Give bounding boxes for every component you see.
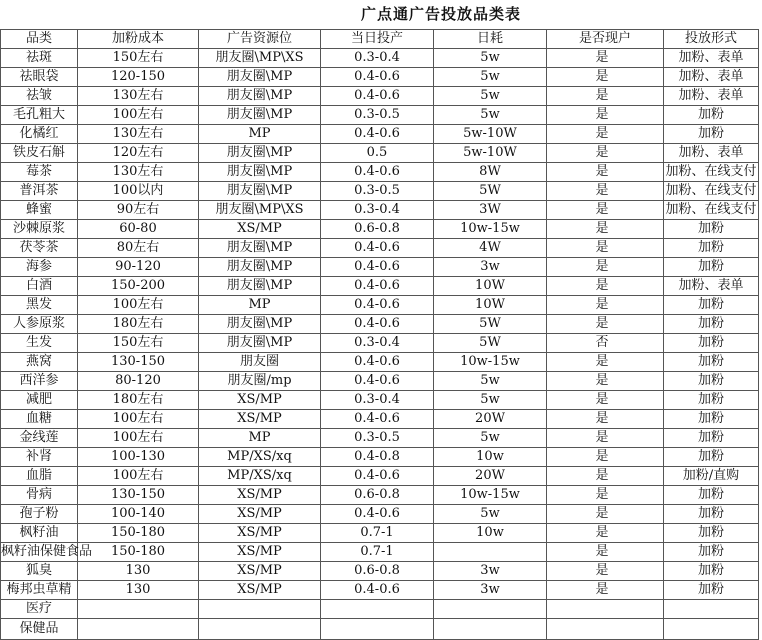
table-cell: 130-150 xyxy=(78,486,199,505)
table-cell: 朋友圈\MP xyxy=(199,106,321,125)
table-row xyxy=(1,486,759,505)
table-cell: 加粉、在线支付 xyxy=(664,163,759,182)
table-row xyxy=(1,448,759,467)
table-cell: 是 xyxy=(547,562,664,581)
table-cell: 3W xyxy=(434,201,547,220)
table-row xyxy=(1,296,759,315)
table-cell: MP xyxy=(199,429,321,448)
table-cell: 是 xyxy=(547,182,664,201)
table-cell: 狐臭 xyxy=(1,562,78,581)
table-cell: 是 xyxy=(547,315,664,334)
table-cell: 加粉/直购 xyxy=(664,467,759,486)
table-cell: 0.6-0.8 xyxy=(321,220,434,239)
table-cell: MP xyxy=(199,125,321,144)
table-cell: 0.6-0.8 xyxy=(321,486,434,505)
table-cell xyxy=(78,619,199,640)
table-row xyxy=(1,334,759,353)
table-cell: XS/MP xyxy=(199,391,321,410)
table-cell: 100左右 xyxy=(78,467,199,486)
column-header: 当日投产 xyxy=(321,30,434,49)
table-row xyxy=(1,49,759,68)
table-cell: XS/MP xyxy=(199,410,321,429)
table-cell: 铁皮石斛 xyxy=(1,144,78,163)
table-cell: 是 xyxy=(547,543,664,562)
table-cell: XS/MP xyxy=(199,562,321,581)
table-cell: 5w xyxy=(434,391,547,410)
table-cell: 是 xyxy=(547,125,664,144)
table-cell: 是 xyxy=(547,486,664,505)
table-cell: 5w xyxy=(434,68,547,87)
table-row xyxy=(1,505,759,524)
table-cell: 加粉、在线支付 xyxy=(664,182,759,201)
table-cell: 10w xyxy=(434,524,547,543)
table-cell: 枫籽油保健食品 xyxy=(1,543,78,562)
column-header: 加粉成本 xyxy=(78,30,199,49)
table-cell: 0.3-0.4 xyxy=(321,201,434,220)
table-cell: 0.4-0.6 xyxy=(321,315,434,334)
table-cell: 10w-15w xyxy=(434,220,547,239)
table-cell: 90左右 xyxy=(78,201,199,220)
table-cell: 加粉、表单 xyxy=(664,277,759,296)
table-cell: 朋友圈\MP xyxy=(199,334,321,353)
table-cell: 莓茶 xyxy=(1,163,78,182)
table-cell: 0.4-0.6 xyxy=(321,372,434,391)
table-cell: 0.4-0.6 xyxy=(321,239,434,258)
table-cell: 加粉 xyxy=(664,505,759,524)
page-title: 广点通广告投放品类表 xyxy=(360,5,521,23)
table-cell: 朋友圈\MP\XS xyxy=(199,201,321,220)
table-cell: 补肾 xyxy=(1,448,78,467)
table-cell: 医疗 xyxy=(1,600,78,619)
table-row xyxy=(1,524,759,543)
table-row xyxy=(1,144,759,163)
table-cell: 加粉 xyxy=(664,391,759,410)
table-cell: 0.3-0.4 xyxy=(321,334,434,353)
table-cell: 3w xyxy=(434,562,547,581)
table-cell: 是 xyxy=(547,239,664,258)
table-cell: 120-150 xyxy=(78,68,199,87)
table-cell: 加粉 xyxy=(664,125,759,144)
table-cell: 是 xyxy=(547,296,664,315)
table-cell: 加粉 xyxy=(664,334,759,353)
table-cell: 蜂蜜 xyxy=(1,201,78,220)
header-row xyxy=(1,30,759,49)
table-cell: 10w-15w xyxy=(434,353,547,372)
table-row xyxy=(1,467,759,486)
table-cell: 0.4-0.6 xyxy=(321,277,434,296)
table-cell: 10w-15w xyxy=(434,486,547,505)
table-cell: 0.3-0.5 xyxy=(321,106,434,125)
table-cell: 加粉、表单 xyxy=(664,144,759,163)
table-cell: 是 xyxy=(547,106,664,125)
table-cell: 加粉 xyxy=(664,258,759,277)
table-cell xyxy=(547,619,664,640)
table-cell xyxy=(664,619,759,640)
table-cell: 10W xyxy=(434,296,547,315)
table-cell: 人参原浆 xyxy=(1,315,78,334)
table-cell: 0.5 xyxy=(321,144,434,163)
table-cell: 20W xyxy=(434,467,547,486)
table-cell: 5w xyxy=(434,49,547,68)
table-cell: 8W xyxy=(434,163,547,182)
table-cell: 是 xyxy=(547,410,664,429)
table-cell: 保健品 xyxy=(1,619,78,640)
table-cell: 西洋参 xyxy=(1,372,78,391)
table-cell: 0.7-1 xyxy=(321,543,434,562)
table-cell: 130左右 xyxy=(78,163,199,182)
table-cell: 5w xyxy=(434,505,547,524)
table-cell xyxy=(199,619,321,640)
column-header: 广告资源位 xyxy=(199,30,321,49)
table-cell: 加粉 xyxy=(664,315,759,334)
table-cell xyxy=(434,543,547,562)
table-cell: 是 xyxy=(547,353,664,372)
table-cell: 150-180 xyxy=(78,524,199,543)
table-cell: 130 xyxy=(78,562,199,581)
table-cell: 孢子粉 xyxy=(1,505,78,524)
table-cell: 0.4-0.6 xyxy=(321,296,434,315)
table-cell: 生发 xyxy=(1,334,78,353)
table-row xyxy=(1,220,759,239)
table-cell: 是 xyxy=(547,372,664,391)
table-cell: 是 xyxy=(547,467,664,486)
table-cell: 茯苓茶 xyxy=(1,239,78,258)
table-cell: 0.4-0.6 xyxy=(321,258,434,277)
table-cell: 10w xyxy=(434,448,547,467)
table-cell: 80左右 xyxy=(78,239,199,258)
table-cell: 90-120 xyxy=(78,258,199,277)
table-cell xyxy=(547,600,664,619)
table-cell: 祛眼袋 xyxy=(1,68,78,87)
table-cell: 是 xyxy=(547,524,664,543)
table-row xyxy=(1,410,759,429)
table-cell: 毛孔粗大 xyxy=(1,106,78,125)
table-cell: 0.3-0.4 xyxy=(321,391,434,410)
table-cell: 130 xyxy=(78,581,199,600)
table-cell: 加粉、表单 xyxy=(664,87,759,106)
table-cell: MP xyxy=(199,296,321,315)
table-row xyxy=(1,600,759,619)
table-cell: 5w xyxy=(434,429,547,448)
table-cell: 0.4-0.6 xyxy=(321,505,434,524)
table-cell: 朋友圈\MP xyxy=(199,315,321,334)
table-cell: 0.4-0.6 xyxy=(321,353,434,372)
table-body xyxy=(1,49,759,640)
table-cell: 加粉 xyxy=(664,410,759,429)
table-cell: 加粉 xyxy=(664,543,759,562)
table-row xyxy=(1,619,759,640)
table-cell: 5w xyxy=(434,87,547,106)
table-cell: XS/MP xyxy=(199,220,321,239)
table-cell: 是 xyxy=(547,163,664,182)
table-row xyxy=(1,68,759,87)
table-cell: 加粉 xyxy=(664,581,759,600)
table-cell: 减肥 xyxy=(1,391,78,410)
table-cell: 加粉 xyxy=(664,296,759,315)
table-row xyxy=(1,562,759,581)
table-cell: 朋友圈\MP xyxy=(199,277,321,296)
table-cell: 5W xyxy=(434,315,547,334)
table-cell: 130-150 xyxy=(78,353,199,372)
table-cell xyxy=(199,600,321,619)
table-cell: 3w xyxy=(434,581,547,600)
table-cell: 0.7-1 xyxy=(321,524,434,543)
table-cell: 是 xyxy=(547,429,664,448)
table-cell: 海参 xyxy=(1,258,78,277)
table-cell: XS/MP xyxy=(199,543,321,562)
column-header: 投放形式 xyxy=(664,30,759,49)
table-cell: 4W xyxy=(434,239,547,258)
table-cell: 祛斑 xyxy=(1,49,78,68)
table-cell: 白酒 xyxy=(1,277,78,296)
table-cell: 加粉 xyxy=(664,448,759,467)
table-cell: 朋友圈\MP xyxy=(199,258,321,277)
table-cell: XS/MP xyxy=(199,524,321,543)
table-cell: 加粉 xyxy=(664,353,759,372)
table-row xyxy=(1,277,759,296)
table-row xyxy=(1,106,759,125)
table-row xyxy=(1,87,759,106)
table-cell: 骨病 xyxy=(1,486,78,505)
table-cell: 5w-10W xyxy=(434,144,547,163)
table-cell: 150-200 xyxy=(78,277,199,296)
table-row xyxy=(1,182,759,201)
table-cell: 是 xyxy=(547,220,664,239)
table-cell xyxy=(434,600,547,619)
table-cell: 0.4-0.6 xyxy=(321,410,434,429)
table-row xyxy=(1,372,759,391)
table-row xyxy=(1,163,759,182)
table-cell: 150左右 xyxy=(78,334,199,353)
table-cell: 80-120 xyxy=(78,372,199,391)
table-cell: 是 xyxy=(547,258,664,277)
table-cell: XS/MP xyxy=(199,505,321,524)
table-cell: 加粉 xyxy=(664,220,759,239)
table-cell: 是 xyxy=(547,277,664,296)
table-cell: 0.6-0.8 xyxy=(321,562,434,581)
table-cell: 燕窝 xyxy=(1,353,78,372)
table-cell: 100左右 xyxy=(78,296,199,315)
table-cell: 是 xyxy=(547,201,664,220)
table-cell: 是 xyxy=(547,448,664,467)
table-cell: 化橘红 xyxy=(1,125,78,144)
table-cell: 130左右 xyxy=(78,125,199,144)
table-cell: 100左右 xyxy=(78,429,199,448)
table-cell: 加粉 xyxy=(664,429,759,448)
table-cell: 黑发 xyxy=(1,296,78,315)
table-cell: 朋友圈\MP xyxy=(199,87,321,106)
table-cell: 5w xyxy=(434,106,547,125)
table-cell: 100以内 xyxy=(78,182,199,201)
table-cell: 100左右 xyxy=(78,106,199,125)
table-cell: 150-180 xyxy=(78,543,199,562)
table-cell: 10W xyxy=(434,277,547,296)
table-row xyxy=(1,239,759,258)
table-cell: 100-140 xyxy=(78,505,199,524)
table-cell: 加粉、表单 xyxy=(664,49,759,68)
table-cell: 是 xyxy=(547,391,664,410)
table-cell: 5w xyxy=(434,372,547,391)
table-cell: MP/XS/xq xyxy=(199,467,321,486)
table-cell: 朋友圈\MP\XS xyxy=(199,49,321,68)
table-cell: 祛皱 xyxy=(1,87,78,106)
table-cell: 朋友圈\MP xyxy=(199,163,321,182)
table-cell: 0.4-0.8 xyxy=(321,448,434,467)
table-cell: 0.4-0.6 xyxy=(321,87,434,106)
table-cell: 加粉 xyxy=(664,239,759,258)
table-cell: 血脂 xyxy=(1,467,78,486)
table-cell: 0.4-0.6 xyxy=(321,163,434,182)
table-row xyxy=(1,429,759,448)
table-cell: 梅邦虫草精 xyxy=(1,581,78,600)
table-cell: MP/XS/xq xyxy=(199,448,321,467)
table-cell: 130左右 xyxy=(78,87,199,106)
table-cell: 5w-10W xyxy=(434,125,547,144)
table-cell: 0.4-0.6 xyxy=(321,125,434,144)
table-cell: XS/MP xyxy=(199,581,321,600)
table-cell: 100-130 xyxy=(78,448,199,467)
table-row xyxy=(1,258,759,277)
table-cell: 朋友圈\MP xyxy=(199,68,321,87)
table-cell: 0.3-0.5 xyxy=(321,429,434,448)
table-cell: 5W xyxy=(434,334,547,353)
category-table xyxy=(0,29,759,640)
table-cell: 加粉、表单 xyxy=(664,68,759,87)
table-cell: 加粉 xyxy=(664,106,759,125)
table-cell xyxy=(78,600,199,619)
table-cell: 180左右 xyxy=(78,315,199,334)
table-cell: 0.3-0.5 xyxy=(321,182,434,201)
table-cell: 100左右 xyxy=(78,410,199,429)
table-cell: 血糖 xyxy=(1,410,78,429)
table-cell: 是 xyxy=(547,68,664,87)
table-cell xyxy=(664,600,759,619)
table-cell xyxy=(321,600,434,619)
table-cell: 朋友圈/mp xyxy=(199,372,321,391)
table-cell: 0.4-0.6 xyxy=(321,581,434,600)
table-cell: 是 xyxy=(547,87,664,106)
column-header: 是否现户 xyxy=(547,30,664,49)
column-header: 品类 xyxy=(1,30,78,49)
table-row xyxy=(1,543,759,562)
table-cell: 是 xyxy=(547,581,664,600)
table-cell: 加粉 xyxy=(664,372,759,391)
table-cell: 是 xyxy=(547,49,664,68)
table-cell: 60-80 xyxy=(78,220,199,239)
table-cell: 朋友圈\MP xyxy=(199,144,321,163)
table-row xyxy=(1,201,759,220)
table-cell: 朋友圈\MP xyxy=(199,182,321,201)
table-cell: 是 xyxy=(547,505,664,524)
table-cell: 否 xyxy=(547,334,664,353)
table-cell: 120左右 xyxy=(78,144,199,163)
column-header: 日耗 xyxy=(434,30,547,49)
table-row xyxy=(1,581,759,600)
table-cell: 普洱茶 xyxy=(1,182,78,201)
table-cell: 加粉 xyxy=(664,562,759,581)
table-cell: 枫籽油 xyxy=(1,524,78,543)
table-cell: 加粉 xyxy=(664,524,759,543)
table-cell: 0.4-0.6 xyxy=(321,467,434,486)
table-cell xyxy=(321,619,434,640)
table-cell: 朋友圈 xyxy=(199,353,321,372)
table-cell xyxy=(434,619,547,640)
table-cell: 150左右 xyxy=(78,49,199,68)
table-cell: 朋友圈\MP xyxy=(199,239,321,258)
table-cell: 5W xyxy=(434,182,547,201)
table-cell: 20W xyxy=(434,410,547,429)
table-row xyxy=(1,315,759,334)
table-cell: XS/MP xyxy=(199,486,321,505)
table-cell: 加粉、在线支付 xyxy=(664,201,759,220)
table-cell: 金线莲 xyxy=(1,429,78,448)
table-cell: 是 xyxy=(547,144,664,163)
table-cell: 180左右 xyxy=(78,391,199,410)
table-cell: 0.3-0.4 xyxy=(321,49,434,68)
table-row xyxy=(1,125,759,144)
table-cell: 3w xyxy=(434,258,547,277)
table-cell: 加粉 xyxy=(664,486,759,505)
table-cell: 沙棘原浆 xyxy=(1,220,78,239)
table-row xyxy=(1,353,759,372)
table-cell: 0.4-0.6 xyxy=(321,68,434,87)
table-row xyxy=(1,391,759,410)
